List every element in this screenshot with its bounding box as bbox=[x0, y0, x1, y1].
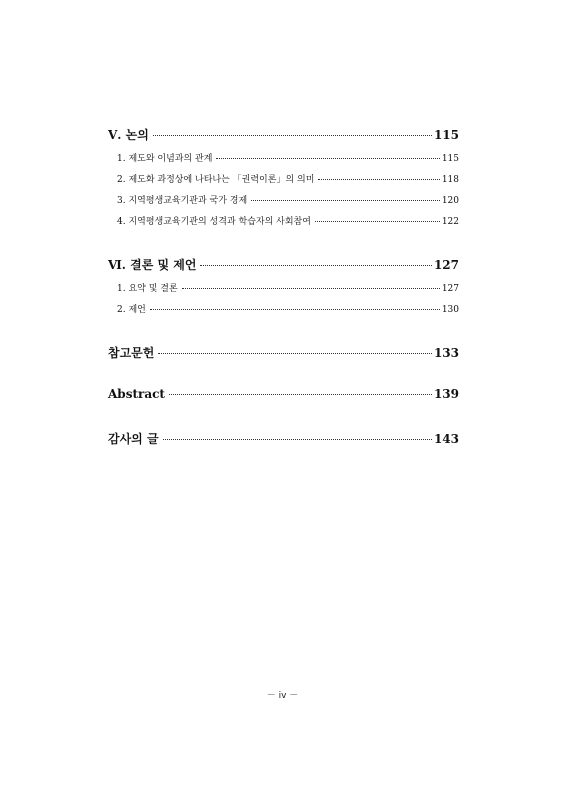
toc-leader bbox=[169, 394, 432, 395]
toc-item-page: 122 bbox=[441, 217, 459, 227]
toc-item-title: 1. 요약 및 결론 bbox=[117, 284, 178, 294]
toc-leader bbox=[315, 221, 440, 222]
toc-section-title: Ⅴ. 논의 bbox=[108, 128, 149, 142]
toc-item-5-4 bbox=[108, 214, 459, 235]
toc-section-page: 133 bbox=[433, 346, 459, 360]
toc-section-page: 127 bbox=[433, 258, 459, 272]
toc-leader bbox=[153, 135, 432, 136]
toc-item-page: 115 bbox=[441, 154, 459, 164]
toc-leader bbox=[216, 158, 439, 159]
toc-section-page: 139 bbox=[433, 387, 459, 401]
toc-item-page: 120 bbox=[441, 196, 459, 206]
toc-item-5-3 bbox=[108, 193, 459, 214]
toc-leader bbox=[158, 353, 432, 354]
toc-item-6-1 bbox=[108, 281, 459, 302]
toc-section-title: 참고문헌 bbox=[108, 346, 155, 360]
toc-item-title: 2. 제언 bbox=[117, 305, 146, 315]
toc-leader bbox=[150, 309, 440, 310]
toc-section-page: 115 bbox=[433, 128, 459, 142]
toc-abstract bbox=[108, 387, 459, 409]
toc-leader bbox=[251, 200, 440, 201]
toc-item-page: 127 bbox=[441, 284, 459, 294]
toc-leader bbox=[182, 288, 440, 289]
toc-section-5 bbox=[108, 126, 459, 148]
toc-references bbox=[108, 344, 459, 366]
toc-item-5-1 bbox=[108, 151, 459, 172]
toc-acknowledgements bbox=[108, 430, 459, 452]
table-of-contents bbox=[108, 126, 459, 452]
toc-leader bbox=[318, 179, 439, 180]
toc-item-page: 130 bbox=[441, 305, 459, 315]
toc-item-5-2 bbox=[108, 172, 459, 193]
page-number: － iv － bbox=[266, 691, 299, 701]
toc-section-title: 감사의 글 bbox=[108, 432, 159, 446]
toc-item-title: 2. 제도화 과정상에 나타나는 「권력이론」의 의미 bbox=[117, 175, 315, 185]
toc-section-title: Abstract bbox=[108, 387, 165, 401]
toc-leader bbox=[200, 265, 431, 266]
toc-section-6 bbox=[108, 256, 459, 278]
toc-item-page: 118 bbox=[441, 175, 459, 185]
toc-item-title: 4. 지역평생교육기관의 성격과 학습자의 사회참여 bbox=[117, 217, 311, 227]
toc-item-6-2 bbox=[108, 302, 459, 323]
toc-item-title: 1. 제도와 이념과의 관계 bbox=[117, 154, 213, 164]
toc-item-title: 3. 지역평생교육기관과 국가 경제 bbox=[117, 196, 248, 206]
toc-leader bbox=[163, 439, 432, 440]
toc-section-page: 143 bbox=[433, 432, 459, 446]
toc-section-title: Ⅵ. 결론 및 제언 bbox=[108, 258, 197, 272]
